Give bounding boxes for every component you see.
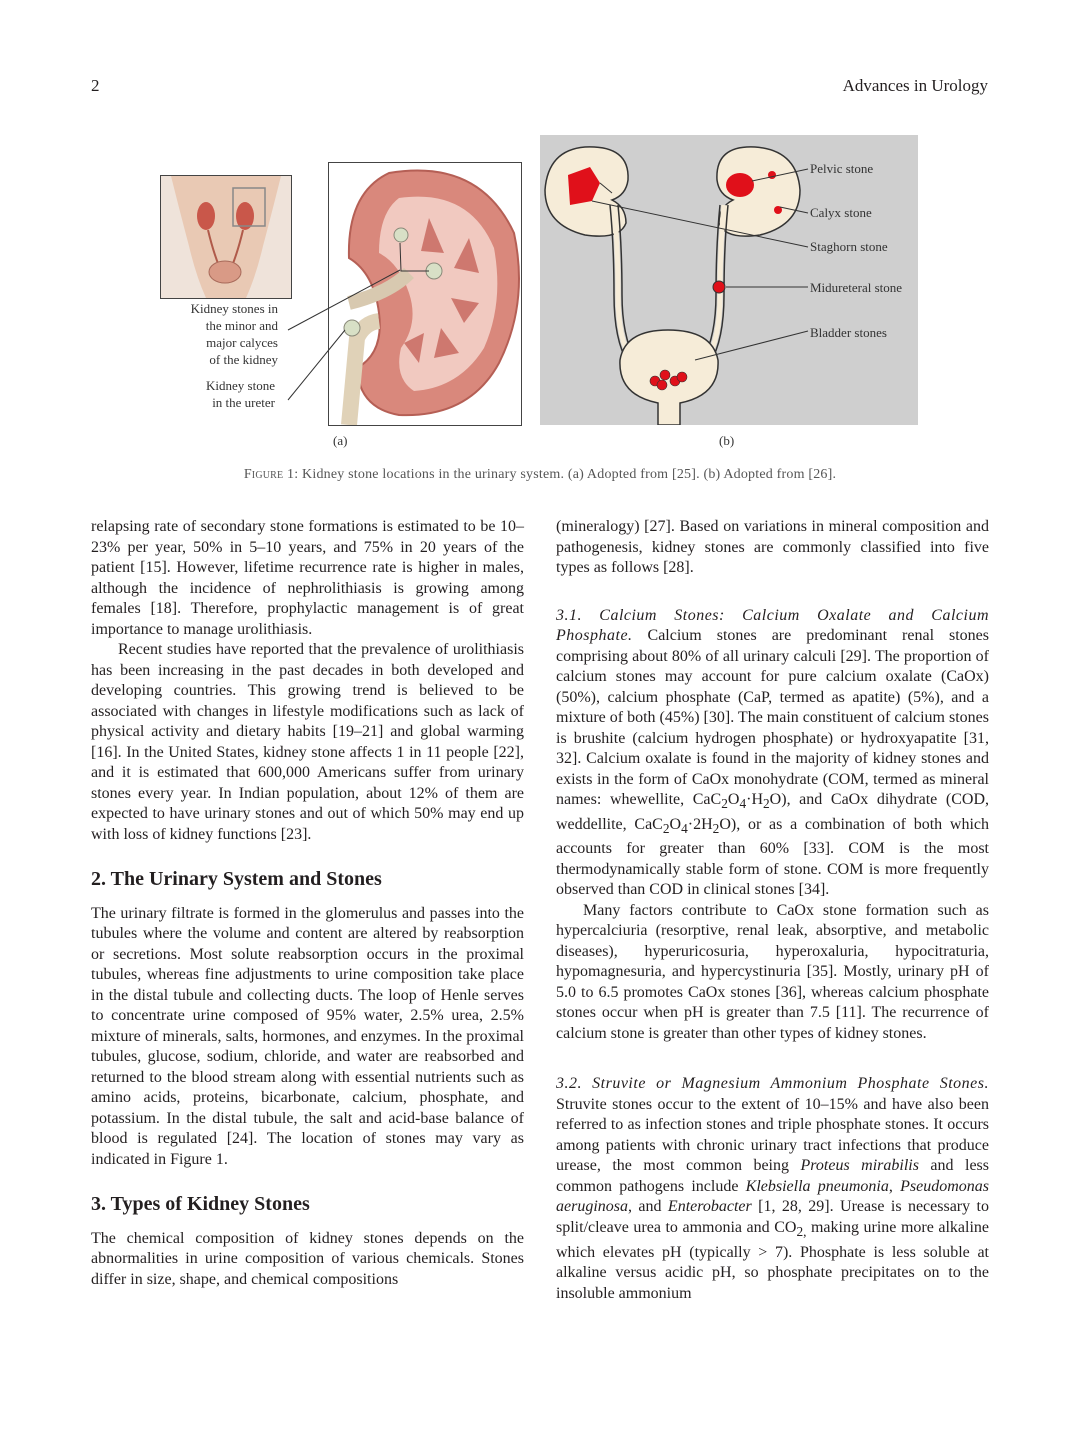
species-name: Pseudomonas aeruginosa (556, 1177, 989, 1216)
text-run: Struvite stones occur to the extent of 10–15% and have also been referred to as infection stones and triple phosphate stones. It occurs among patients with chronic urinary tract infections that produce urease, the most common being (556, 1095, 989, 1175)
text-run: ), or as a combination of both which accounts for greater than 60% [33]. COM is the most thermodynamically stable form of stone. COM is more frequently observed than COD in clinical stones [34]. (556, 815, 990, 899)
subsection-paragraph (556, 606, 989, 901)
subsection-paragraph (556, 1074, 989, 1304)
figure-caption (0, 467, 1080, 483)
spacer (556, 579, 989, 606)
section-heading: 2. The Urinary System and Stones (91, 868, 382, 890)
paragraph: (mineralogy) [27]. Based on variations in mineral composition and pathogenesis, kidney stones are commonly classified into five types as follows [28]. (556, 518, 989, 576)
text-run: [1, 28, 29]. Urease is necessary to split/cleave urea to ammonia and CO (556, 1198, 989, 1236)
page-number: 2 (91, 76, 100, 95)
paragraph: The chemical composition of kidney stones depends on the abnormalities in urine composition of various chemicals. Stones differ in size, shape, and chemical compositions (91, 1229, 524, 1288)
ureter-label-line: Kidney stone (206, 378, 275, 393)
paragraph: relapsing rate of secondary stone formations is estimated to be 10–23% per year, 50% in 5–10 years, and 75% in 20 years of the patient [15]. However, lifetime recurrence rate is higher in males, although the incidence of nephrolithiasis is growing among females [18]. Therefore, prophylactic management is of great importance to manage urolithiasis. (91, 518, 524, 638)
subscript-2: 2, (796, 1224, 807, 1240)
calyces-label-line: major calyces (206, 335, 278, 350)
figure-a-leader-lines (270, 260, 430, 410)
subsection-heading: 3.1. Calcium Stones: Calcium Oxalate and Calcium Phosphate. (556, 606, 989, 644)
ureter-stone-label (150, 377, 275, 411)
subsection-heading: 3.2. Struvite or Magnesium Ammonium Phosphate Stones. (556, 1075, 989, 1093)
calyces-label-line: of the kidney (209, 352, 278, 367)
calyces-label-line: the minor and (205, 318, 278, 333)
section-heading: 3. Types of Kidney Stones (91, 1193, 310, 1215)
staghorn-stone-label: Staghorn stone (810, 239, 888, 254)
species-name: Proteus mirabilis (800, 1157, 919, 1175)
pelvic-stone-label: Pelvic stone (810, 161, 874, 176)
calyx-stone-label: Calyx stone (810, 205, 872, 220)
journal-name: Advances in Urology (842, 76, 988, 95)
figure-caption-text: Kidney stone locations in the urinary system. (a) Adopted from [25]. (b) Adopted from [26]. (298, 467, 837, 482)
paragraph: The urinary filtrate is formed in the glomerulus and passes into the tubules where the volume and content are altered by reabsorption or secretions. Most solute reabsorption occurs in the proximal tubules, whereas fine adjustments to urine composition take place in the distal tubule and collecting ducts. The loop of Henle serves to concentrate urine composed of 95% water, 2.5% urea, 2.5% mixture of minerals, salts, hormones, and enzymes. In the proximal tubules, glucose, sodium, chloride, and water are reabsorbed and returned to the blood stream along with essential nutrients such as amino acids, proteins, bicarbonate, calcium, phosphate, and potassium. In the distal tubule, the salt and acid-base balance of blood is regulated [24]. The location of stones may vary as indicated in Figure 1. (91, 904, 524, 1168)
midureteral-stone-label: Midureteral stone (810, 280, 903, 295)
calyces-stone-label (150, 300, 278, 368)
text-run: ), and CaOx dihydrate (COD, weddellite, (556, 791, 989, 833)
calyces-label-line: Kidney stones in (190, 301, 278, 316)
ureter-label-line: in the ureter (212, 395, 275, 410)
species-name: Klebsiella pneumonia (745, 1177, 889, 1195)
text-run: and less common pathogens include (556, 1157, 990, 1195)
figure-caption-prefix: Figure 1: (243, 467, 299, 482)
spacer (556, 1044, 989, 1074)
chemical-formula-com: $CaC_2O_4\cdot H_2O$ (692, 791, 782, 812)
left-column (91, 517, 524, 1290)
species-name: Enterobacter (667, 1198, 752, 1216)
text-run: , and (628, 1198, 668, 1216)
subfigure-b-label: (b) (719, 433, 735, 448)
paragraph: Many factors contribute to CaOx stone formation such as hypercalciuria (resorptive, renal leak, absorptive, and metabolic diseases), hyperuricosuria, hyperoxaluria, hypocitraturia, hypomagnesuria, and hypercystinuria [35]. Mostly, urinary pH of 5.0 to 6.5 promotes CaOx stones [36], whereas calcium phosphate stones occur when pH is greater than 7.5 [11]. The recurrence of calcium stone is greater than other types of kidney stones. (556, 901, 989, 1042)
bladder-stones-label: Bladder stones (810, 325, 887, 340)
text-run: Calcium stones are predominant renal stones comprising about 80% of all urinary calculi [29]. The proportion of calcium stones may account for pure calcium oxalate (CaOx) (50%), calcium phosphate (CaP, termed as apatite) (5%), and a mixture of both (45%) [30]. The main constituent of calcium stones is brushite (calcium hydrogen phosphate) or hydroxyapatite [31, 32]. Calcium oxalate is found in the majority of kidney stones and exists in the form of CaOx monohydrate (COM, termed as mineral names: whewellite, (556, 627, 989, 808)
text-run: making urine more alkaline which elevates pH (typically > 7). Phosphate is less soluble at alkaline versus acidic pH, so phosphate precipitates on to the insoluble ammonium (556, 1218, 990, 1302)
text-run: , (888, 1177, 901, 1195)
paragraph: Recent studies have reported that the prevalence of urolithiasis has been increasing in the past decades in both developed and developing countries. This growing trend is believed to be associated with changes in lifestyle modifications such as lack of physical activity and dietary habits [19–21] and global warming [16]. In the United States, kidney stone affects 1 in 11 people [22], and it is estimated that 600,000 Americans suffer from urinary stones every year. In Indian population, about 12% of them are expected to have urinary stones and out of which 50% may end up with loss of kidney functions [23]. (91, 641, 524, 843)
subfigure-a-label: (a) (333, 433, 348, 448)
chemical-formula-cod: $CaC_2O_4\cdot 2H_2O$ (634, 815, 731, 836)
right-column (556, 517, 989, 1304)
